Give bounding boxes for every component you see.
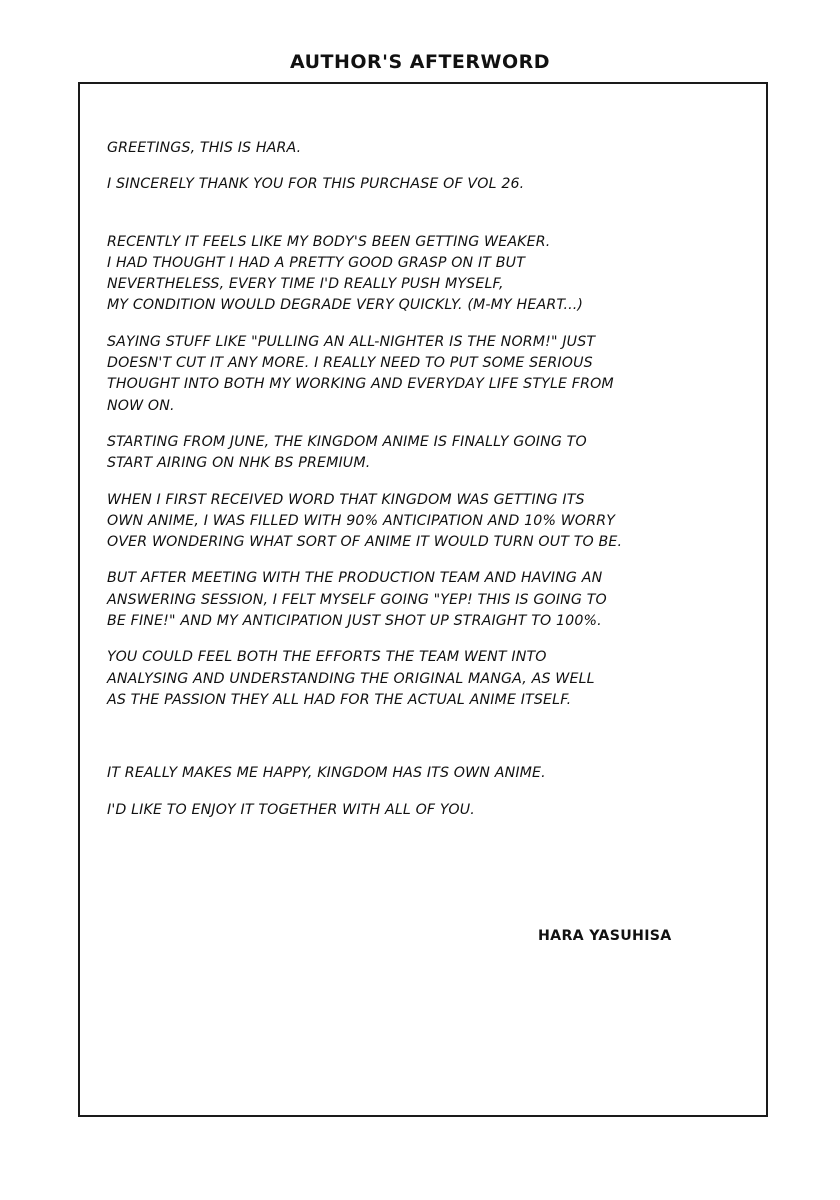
text-line: BE FINE!" AND MY ANTICIPATION JUST SHOT UP STRAIGHT TO 100%. — [107, 613, 602, 630]
paragraph-production-team — [107, 568, 707, 632]
text-line: NEVERTHELESS, EVERY TIME I'D REALLY PUSH MYSELF, — [107, 276, 504, 293]
paragraph-health — [107, 232, 707, 317]
page-title: AUTHOR'S AFTERWORD — [289, 51, 551, 73]
text-line: AS THE PASSION THEY ALL HAD FOR THE ACTUAL ANIME ITSELF. — [107, 691, 572, 708]
paragraph-team-efforts — [107, 647, 707, 711]
text-line: ANALYSING AND UNDERSTANDING THE ORIGINAL MANGA, AS WELL — [107, 670, 595, 687]
text-line: DOESN'T CUT IT ANY MORE. I REALLY NEED TO PUT SOME SERIOUS — [107, 355, 593, 372]
paragraph-first-word — [107, 490, 707, 554]
paragraph-greeting — [107, 138, 707, 159]
text-line: ANSWERING SESSION, I FELT MYSELF GOING "YEP! THIS IS GOING TO — [107, 591, 607, 608]
text-line: NOW ON. — [107, 397, 175, 414]
text-line: START AIRING ON NHK BS PREMIUM. — [107, 455, 371, 472]
text-line: WHEN I FIRST RECEIVED WORD THAT KINGDOM WAS GETTING ITS — [107, 491, 585, 508]
paragraph-thanks — [107, 174, 707, 195]
text-line: BUT AFTER MEETING WITH THE PRODUCTION TEAM AND HAVING AN — [107, 570, 603, 587]
text-line: OVER WONDERING WHAT SORT OF ANIME IT WOULD TURN OUT TO BE. — [107, 534, 623, 551]
text-line: IT REALLY MAKES ME HAPPY, KINGDOM HAS ITS OWN ANIME. — [107, 765, 546, 782]
paragraph-enjoy-together — [107, 800, 707, 821]
text-line: GREETINGS, THIS IS HARA. — [107, 140, 302, 156]
paragraph-anime-airing — [107, 432, 707, 475]
text-line: YOU COULD FEEL BOTH THE EFFORTS THE TEAM WENT INTO — [107, 649, 547, 666]
text-line: MY CONDITION WOULD DEGRADE VERY QUICKLY. (M-MY HEART...) — [107, 297, 584, 314]
text-line: RECENTLY IT FEELS LIKE MY BODY'S BEEN GETTING WEAKER. — [107, 233, 551, 250]
text-line: OWN ANIME, I WAS FILLED WITH 90% ANTICIPATION AND 10% WORRY — [107, 512, 616, 529]
text-line: I HAD THOUGHT I HAD A PRETTY GOOD GRASP ON IT BUT — [107, 254, 526, 271]
author-signature: HARA YASUHISA — [538, 928, 672, 944]
text-line: STARTING FROM JUNE, THE KINGDOM ANIME IS FINALLY GOING TO — [107, 433, 587, 450]
text-line: I SINCERELY THANK YOU FOR THIS PURCHASE OF VOL 26. — [107, 176, 525, 193]
paragraph-happy — [107, 763, 707, 784]
text-line: SAYING STUFF LIKE "PULLING AN ALL-NIGHTER IS THE NORM!" JUST — [107, 333, 596, 350]
text-line: THOUGHT INTO BOTH MY WORKING AND EVERYDAY LIFE STYLE FROM — [107, 376, 614, 393]
text-line: I'D LIKE TO ENJOY IT TOGETHER WITH ALL OF YOU. — [107, 801, 475, 818]
afterword-body — [107, 138, 707, 821]
paragraph-lifestyle — [107, 332, 707, 417]
